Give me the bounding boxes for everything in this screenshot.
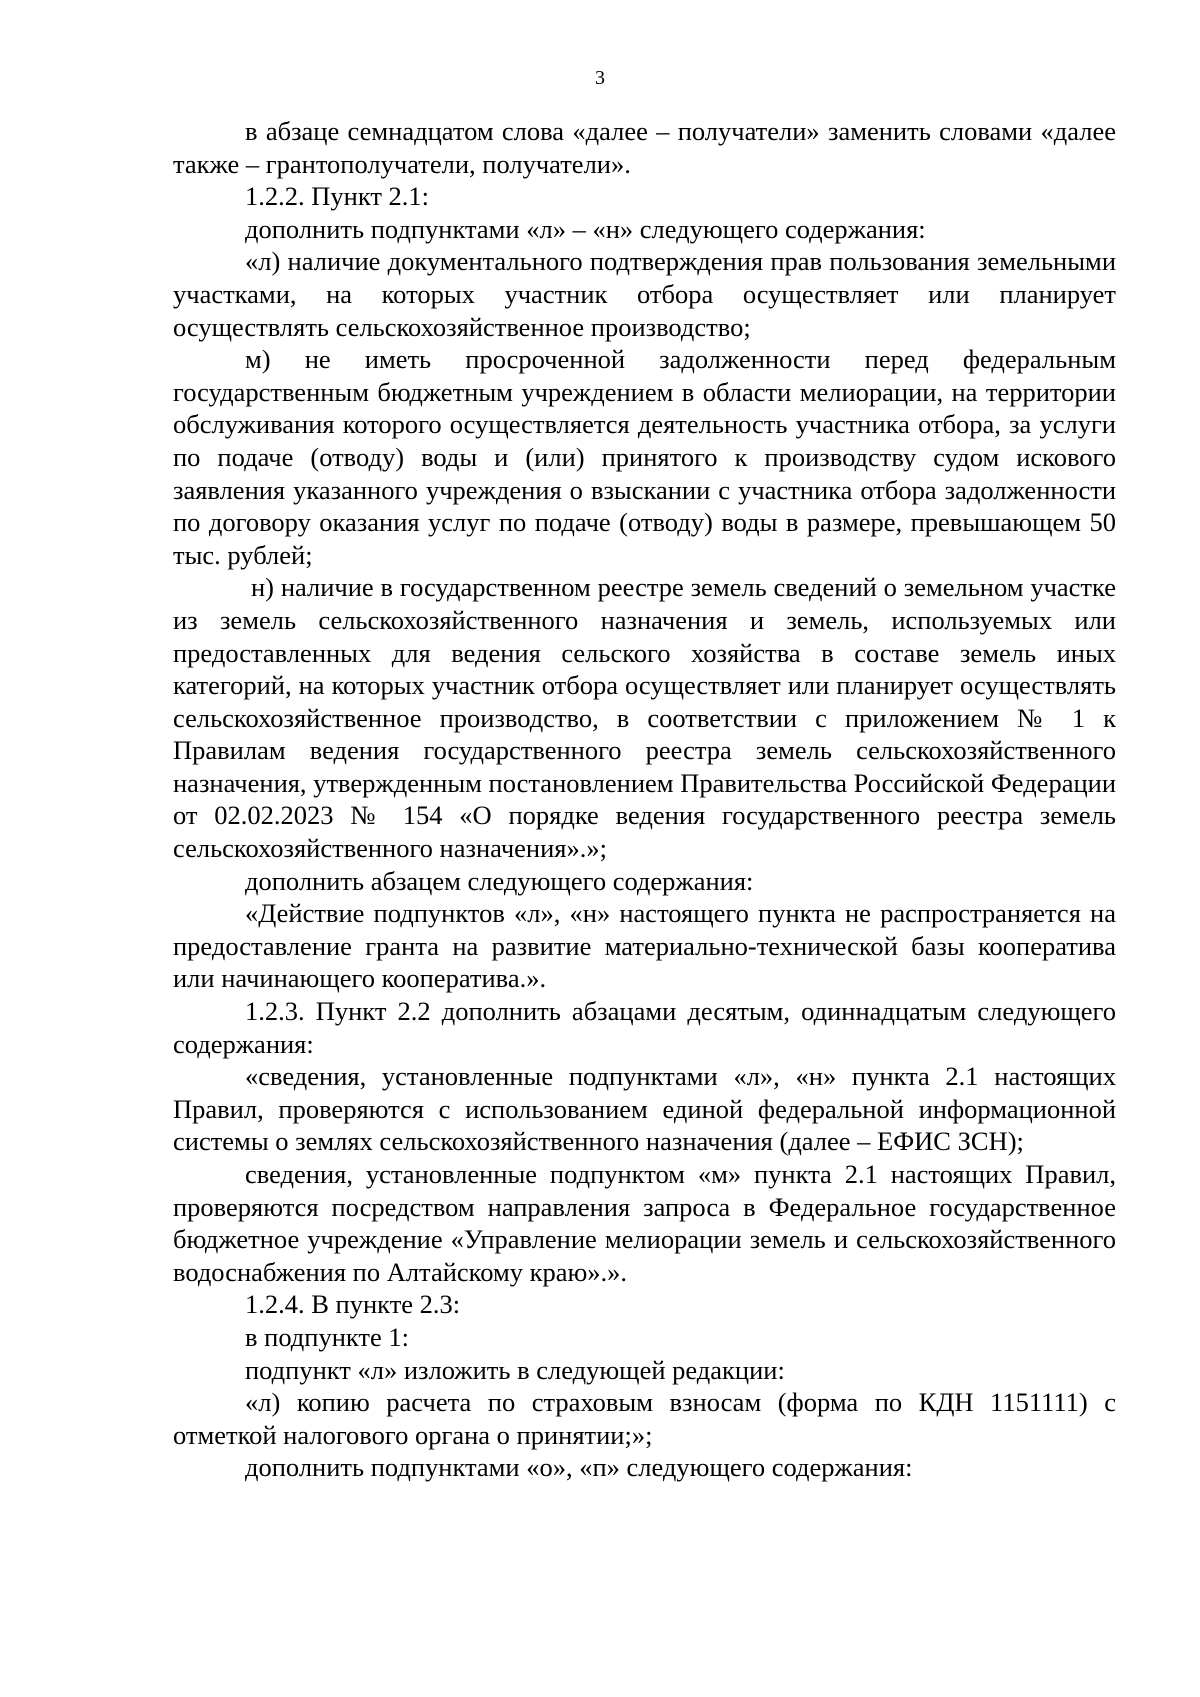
paragraph: «Действие подпунктов «л», «н» настоящего пункта не распространяется на предоставление гранта на развитие материально-технической базы кооператива или начинающего кооператива.».	[173, 898, 1116, 994]
document-body	[173, 115, 1116, 1484]
paragraph: м) не иметь просроченной задолженности перед федеральным государственным бюджетным учреждением в области мелиорации, на территории обслуживания которого осуществляется деятельность участника отбора, за услуги по подаче (отводу) воды и (или) принятого к производству судом искового заявления указанного учреждения о взыскании с участника отбора задолженности по договору оказания услуг по подаче (отводу) воды в размере, превышающем 50 тыс. рублей;	[173, 344, 1116, 570]
paragraph: дополнить подпунктами «л» – «н» следующего содержания:	[245, 213, 926, 244]
paragraph: «л) копию расчета по страховым взносам (форма по КДН 1151111) с отметкой налогового органа о принятии;»;	[173, 1387, 1116, 1450]
page-number: 3	[595, 67, 605, 89]
paragraph: в абзаце семнадцатом слова «далее – получатели» заменить словами «далее также – грантополучатели, получатели».	[173, 116, 1116, 179]
paragraph: «сведения, установленные подпунктами «л», «н» пункта 2.1 настоящих Правил, проверяются с использованием единой федеральной информационной системы о землях сельскохозяйственного назначения (далее – ЕФИС ЗСН);	[173, 1061, 1116, 1157]
paragraph: сведения, установленные подпунктом «м» пункта 2.1 настоящих Правил, проверяются посредством направления запроса в Федеральное государственное бюджетное учреждение «Управление мелиорации земель и сельскохозяйственного водоснабжения по Алтайскому краю».».	[173, 1159, 1116, 1287]
paragraph: дополнить подпунктами «о», «п» следующего содержания:	[245, 1452, 913, 1483]
paragraph: 1.2.3. Пункт 2.2 дополнить абзацами десятым, одиннадцатым следующего содержания:	[173, 996, 1116, 1059]
paragraph: дополнить абзацем следующего содержания:	[245, 865, 754, 896]
paragraph: «л) наличие документального подтверждения прав пользования земельными участками, на которых участник отбора осуществляет или планирует осуществлять сельскохозяйственное производство;	[173, 246, 1116, 342]
paragraph: 1.2.4. В пункте 2.3:	[245, 1289, 461, 1320]
paragraph: н) наличие в государственном реестре земель сведений о земельном участке из земель сельскохозяйственного назначения и земель, используемых или предоставленных для ведения сельского хозяйства в составе земель иных категорий, на которых участник отбора осуществляет или планирует осуществлять сельскохозяйственное производство, в соответствии с приложением № 1 к Правилам ведения государственного реестра земель сельскохозяйственного назначения, утвержденным постановлением Правительства Российской Федерации от 02.02.2023 № 154 «О порядке ведения государственного реестра земель сельскохозяйственного назначения».»;	[173, 572, 1116, 864]
paragraph: подпункт «л» изложить в следующей редакции:	[245, 1354, 785, 1385]
paragraph: 1.2.2. Пункт 2.1:	[245, 181, 430, 212]
paragraph: в подпункте 1:	[245, 1321, 410, 1352]
